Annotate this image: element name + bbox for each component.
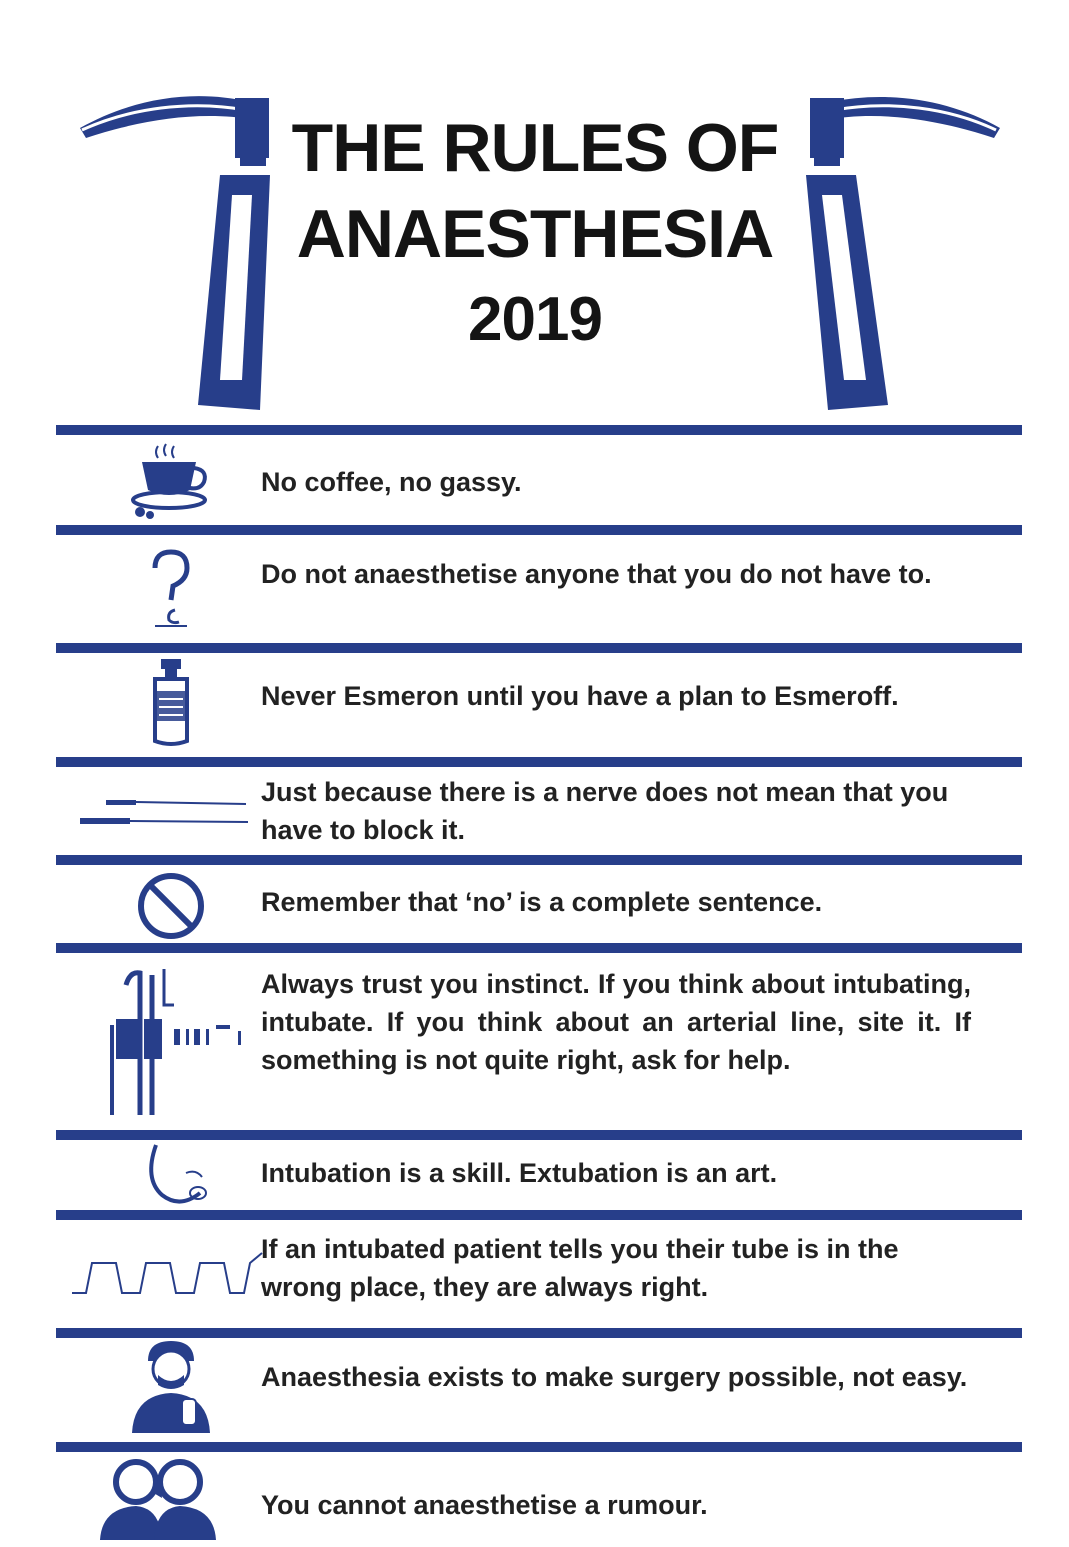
drug-vial-icon: [106, 657, 236, 747]
coffee-cup-icon: [106, 435, 236, 525]
rule-text: Do not anaesthetise anyone that you do not have to.: [261, 559, 932, 589]
rule-item: [56, 1452, 1022, 1547]
whispering-people-icon: [96, 1452, 226, 1542]
no-symbol-icon: [106, 861, 236, 951]
rule-text: Always trust you instinct. If you think about intubating, intubate. If you think about an arterial line, site it. If something is not quite right, ask for help.: [261, 969, 971, 1075]
rule-item: [56, 1220, 1022, 1328]
divider-bar: [56, 525, 1022, 535]
divider-bar: [56, 1442, 1022, 1452]
rule-text: If an intubated patient tells you their tube is in the wrong place, they are always right.: [261, 1234, 899, 1302]
rule-item: [56, 953, 1022, 1130]
poster-title-line-1: THE RULES OF: [291, 110, 779, 186]
rule-item: [56, 1140, 1022, 1210]
rule-text: No coffee, no gassy.: [261, 467, 522, 497]
divider-bar: [56, 425, 1022, 435]
poster-title-line-2: ANAESTHESIA: [296, 196, 774, 272]
rule-text: Anaesthesia exists to make surgery possible, not easy.: [261, 1362, 968, 1392]
poster-header: [0, 0, 1069, 420]
nerve-block-needle-icon: [76, 767, 256, 857]
anaesthetist-thumbs-up-icon: [106, 1342, 236, 1432]
rule-text: Just because there is a nerve does not mean that you have to block it.: [261, 777, 949, 845]
rule-item: [56, 653, 1022, 757]
rule-text: You cannot anaesthetise a rumour.: [261, 1490, 708, 1520]
endotracheal-tube-icon: [106, 1134, 236, 1224]
rule-text: Intubation is a skill. Extubation is an art.: [261, 1158, 778, 1188]
poster-title-year: 2019: [468, 285, 602, 354]
arterial-line-icon: [82, 965, 252, 1125]
divider-bar: [56, 757, 1022, 767]
rule-item: [56, 865, 1022, 943]
capnography-waveform-icon: [66, 1228, 266, 1318]
divider-bar: [56, 1328, 1022, 1338]
rule-text: Never Esmeron until you have a plan to Esmeroff.: [261, 681, 899, 711]
rule-item: [56, 1338, 1022, 1442]
question-mark-icon: [106, 543, 236, 633]
divider-bar: [56, 643, 1022, 653]
rule-item: [56, 767, 1022, 855]
rule-item: [56, 535, 1022, 643]
rule-text: Remember that ‘no’ is a complete sentence.: [261, 887, 823, 917]
rule-item: [56, 435, 1022, 525]
